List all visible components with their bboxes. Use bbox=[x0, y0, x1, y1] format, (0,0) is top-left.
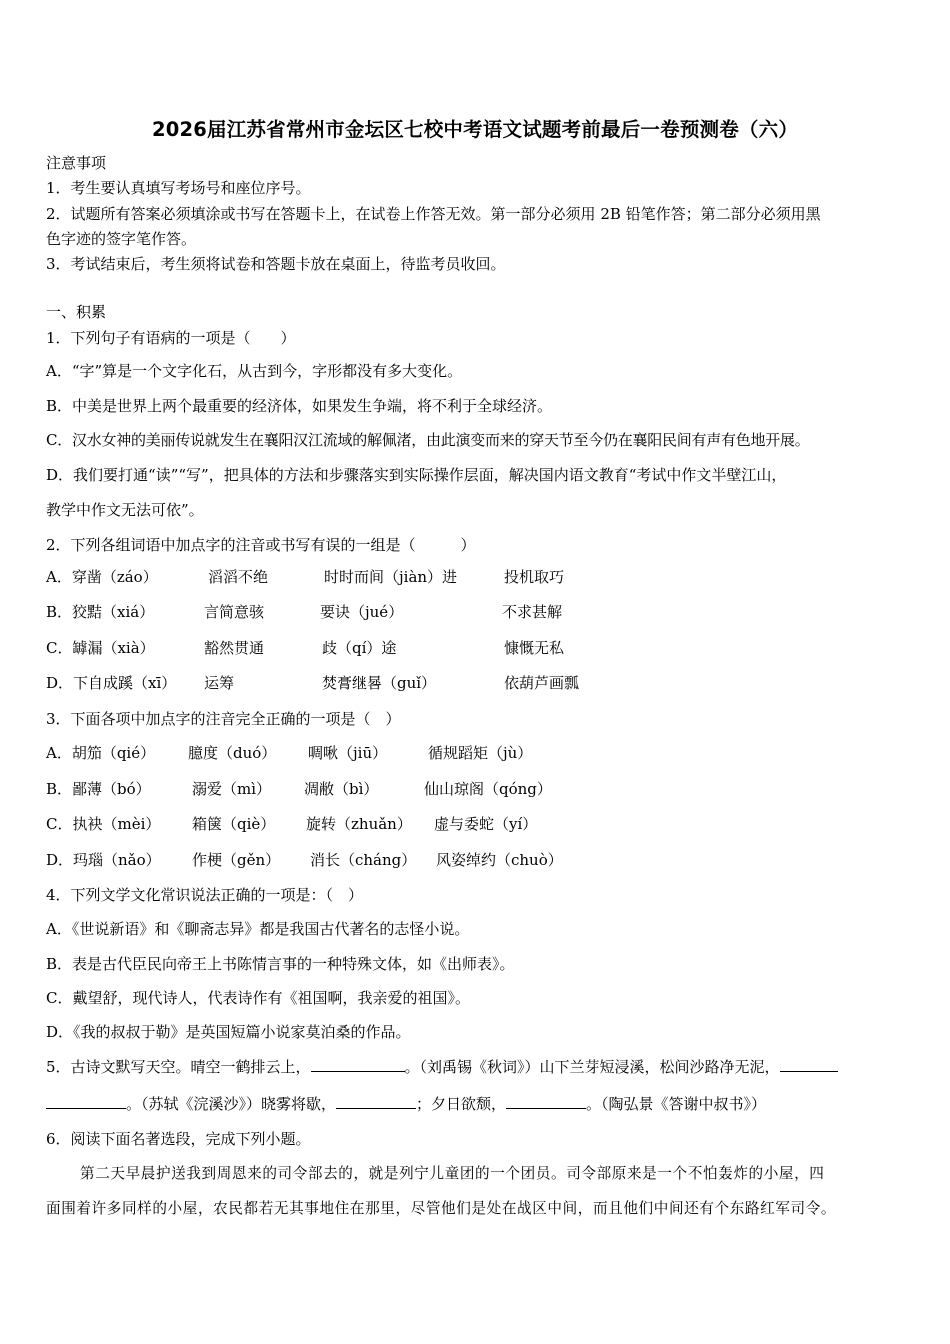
option-cell: B．鄙薄（bó） bbox=[46, 780, 151, 798]
option-cell: C．罅漏（xià） bbox=[46, 639, 155, 657]
option-cell: 仙山琼阁（qóng） bbox=[424, 780, 552, 798]
section-heading: 一、积累 bbox=[46, 303, 107, 321]
notice-item: 色字迹的签字笔作答。 bbox=[46, 230, 197, 248]
option-cell: 言简意骇 bbox=[204, 603, 265, 621]
question-option: B．表是古代臣民向帝王上书陈情言事的一种特殊文体，如《出师表》。 bbox=[46, 955, 515, 973]
option-cell: 焚膏继晷（guǐ） bbox=[322, 674, 437, 692]
passage-line: 第二天早晨护送我到周恩来的司令部去的，就是列宁儿童团的一个团员。司令部原来是一个不怕轰炸的小屋，四 bbox=[80, 1165, 825, 1182]
poem-text: 。（刘禹锡《秋词》）山下兰芽短浸溪，松间沙路净无泥， bbox=[404, 1058, 780, 1076]
option-cell: 豁然贯通 bbox=[204, 639, 265, 657]
option-cell: 循规蹈矩（jù） bbox=[428, 744, 533, 762]
question-option: D．《我的叔叔于勒》是英国短篇小说家莫泊桑的作品。 bbox=[46, 1023, 411, 1041]
question-option: B．中美是世界上两个最重要的经济体，如果发生争端，将不利于全球经济。 bbox=[46, 397, 553, 415]
answer-blank[interactable] bbox=[336, 1094, 416, 1109]
question-option: C．戴望舒，现代诗人，代表诗作有《祖国啊，我亲爱的祖国》。 bbox=[46, 989, 470, 1007]
option-cell: 啁啾（jiū） bbox=[308, 744, 388, 762]
question-stem: 6．阅读下面名著选段，完成下列小题。 bbox=[46, 1130, 311, 1148]
answer-blank[interactable] bbox=[780, 1057, 838, 1072]
option-cell: 臆度（duó） bbox=[188, 744, 277, 762]
page-title: 2026届江苏省常州市金坛区七校中考语文试题考前最后一卷预测卷（六） bbox=[151, 118, 799, 141]
poem-text: 。（陶弘景《答谢中叔书》） bbox=[586, 1095, 767, 1113]
question-stem: 4．下列文学文化常识说法正确的一项是：（ ） bbox=[46, 886, 364, 904]
question-stem: 2．下列各组词语中加点字的注音或书写有误的一组是（ ） bbox=[46, 536, 476, 554]
notice-item: 1．考生要认真填写考场号和座位序号。 bbox=[46, 179, 311, 197]
passage-line: 面围着许多同样的小屋，农民都若无其事地住在那里，尽管他们是处在战区中间，而且他们中间还有个东路红军司令。 bbox=[46, 1200, 837, 1217]
option-cell: A．穿凿（záo） bbox=[46, 568, 158, 586]
option-cell: 滔滔不绝 bbox=[208, 568, 269, 586]
question-stem: 1．下列句子有语病的一项是（ ） bbox=[46, 329, 296, 347]
answer-blank[interactable] bbox=[311, 1057, 405, 1072]
option-cell: 凋敝（bì） bbox=[304, 780, 379, 798]
option-cell: 旋转（zhuǎn） bbox=[306, 815, 412, 833]
option-cell: 虚与委蛇（yí） bbox=[434, 815, 538, 833]
option-cell: 运筹 bbox=[204, 674, 235, 692]
option-cell: 依葫芦画瓢 bbox=[504, 674, 580, 692]
option-cell: 风姿绰约（chuò） bbox=[436, 851, 563, 869]
option-cell: 时时而间（jiàn）进 bbox=[324, 568, 458, 586]
question-option: C．汉水女神的美丽传说就发生在襄阳汉江流域的解佩渚，由此演变而来的穿天节至今仍在襄阳民间有声有色地开展。 bbox=[46, 431, 810, 449]
question-stem: 3．下面各项中加点字的注音完全正确的一项是（ ） bbox=[46, 710, 401, 728]
option-cell: 消长（cháng） bbox=[310, 851, 417, 869]
option-cell: 要诀（jué） bbox=[320, 603, 404, 621]
question-option: A．“字”算是一个文字化石，从古到今，字形都没有多大变化。 bbox=[46, 362, 463, 380]
option-cell: 箱箧（qiè） bbox=[192, 815, 276, 833]
option-cell: D．下自成蹊（xī） bbox=[46, 674, 177, 692]
notice-item: 3．考试结束后，考生须将试卷和答题卡放在桌面上，待监考员收回。 bbox=[46, 255, 506, 273]
option-cell: C．执袂（mèi） bbox=[46, 815, 161, 833]
question-option: A．《世说新语》和《聊斋志异》都是我国古代著名的志怪小说。 bbox=[46, 920, 470, 938]
notice-item: 2．试题所有答案必须填涂或书写在答题卡上，在试卷上作答无效。第一部分必须用 2B 铅笔作答；第二部分必须用黑 bbox=[46, 205, 821, 223]
answer-blank[interactable] bbox=[506, 1094, 586, 1109]
option-cell: 作梗（gěn） bbox=[192, 851, 281, 869]
poem-text: ；夕日欲颓， bbox=[416, 1095, 507, 1113]
option-cell: 不求甚解 bbox=[502, 603, 563, 621]
notice-heading: 注意事项 bbox=[46, 154, 107, 172]
option-cell: 歧（qí）途 bbox=[322, 639, 397, 657]
option-cell: 投机取巧 bbox=[504, 568, 565, 586]
option-cell: A．胡笳（qié） bbox=[46, 744, 156, 762]
question-stem bbox=[46, 1056, 838, 1077]
question-continued bbox=[46, 1093, 766, 1114]
poem-text: 5．古诗文默写天空。晴空一鹤排云上， bbox=[46, 1058, 311, 1076]
question-option: D．我们要打通“读”“写”，把具体的方法和步骤落实到实际操作层面，解决国内语文教育“考试中作文半壁江山， bbox=[46, 466, 787, 484]
option-cell: 溺爱（mì） bbox=[192, 780, 272, 798]
option-cell: B．狡黠（xiá） bbox=[46, 603, 155, 621]
answer-blank[interactable] bbox=[46, 1094, 126, 1109]
question-option: 教学中作文无法可依”。 bbox=[46, 501, 204, 519]
poem-text: 。（苏轼《浣溪沙》）晓雾将歇， bbox=[126, 1095, 337, 1113]
option-cell: D．玛瑙（nǎo） bbox=[46, 851, 161, 869]
option-cell: 慷慨无私 bbox=[504, 639, 565, 657]
